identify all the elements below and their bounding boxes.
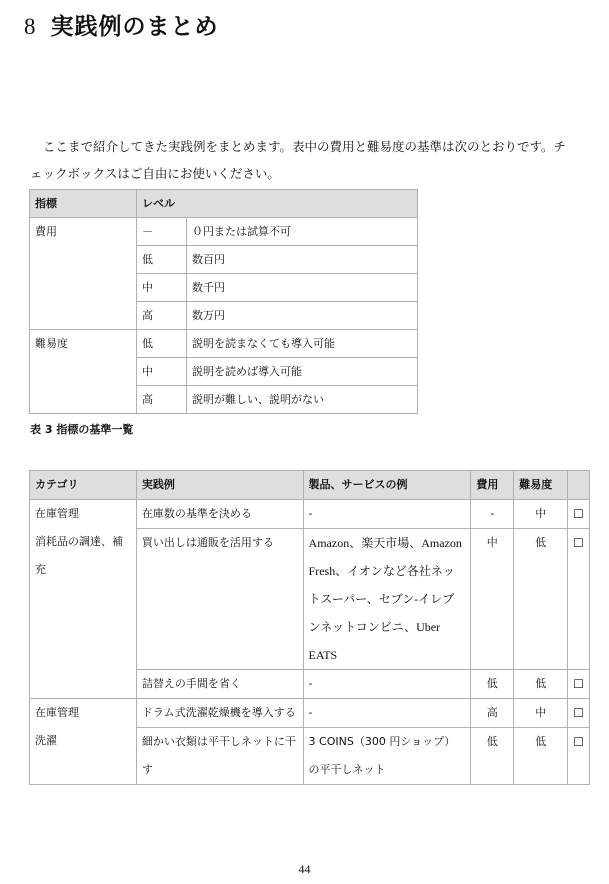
difficulty-cell: 低 [514, 670, 568, 699]
checkbox[interactable]: ☐ [568, 670, 590, 699]
intro-paragraph [30, 133, 575, 187]
criteria-desc: 数百円 [187, 246, 418, 274]
section-number: 8 [24, 14, 37, 39]
products-cell: - [303, 699, 471, 728]
cost-cell: 低 [471, 728, 514, 785]
criteria-level: － [137, 218, 187, 246]
criteria-desc: ０円または試算不可 [187, 218, 418, 246]
criteria-desc: 数万円 [187, 302, 418, 330]
products-cell: - [303, 670, 471, 699]
cost-cell: 低 [471, 670, 514, 699]
table-row [30, 330, 418, 358]
criteria-level: 低 [137, 330, 187, 358]
products-cell: - [303, 500, 471, 529]
products-cell: 3 COINS（300 円ショップ）の平干しネット [303, 728, 471, 785]
cost-cell: - [471, 500, 514, 529]
criteria-desc: 説明を読めば導入可能 [187, 358, 418, 386]
example-cell: 細かい衣類は平干しネットに干す [136, 728, 303, 785]
section-title: 実践例のまとめ [50, 14, 219, 40]
criteria-table [29, 189, 418, 414]
criteria-desc: 説明を読まなくても導入可能 [187, 330, 418, 358]
products-cell: Amazon、楽天市場、Amazon Fresh、イオンなど各社ネットスーパー、セブン-イレブンネットコンビニ、Uber EATS [303, 529, 471, 670]
checkbox[interactable]: ☐ [568, 728, 590, 785]
cost-cell: 中 [471, 529, 514, 670]
example-cell: 詰替えの手間を省く [136, 670, 303, 699]
criteria-header-indicator: 指標 [30, 190, 137, 218]
criteria-level: 低 [137, 246, 187, 274]
example-cell: 買い出しは通販を活用する [136, 529, 303, 670]
difficulty-cell: 中 [514, 699, 568, 728]
header-difficulty: 難易度 [514, 471, 568, 500]
header-cost: 費用 [471, 471, 514, 500]
criteria-header-row [30, 190, 418, 218]
table-caption: 表 3 指標の基準一覧 [30, 423, 134, 436]
header-example: 実践例 [136, 471, 303, 500]
checkbox[interactable]: ☐ [568, 500, 590, 529]
practice-header-row [30, 471, 590, 500]
table-row [30, 699, 590, 728]
criteria-level: 中 [137, 358, 187, 386]
difficulty-cell: 低 [514, 529, 568, 670]
criteria-desc: 数千円 [187, 274, 418, 302]
category-cell: 在庫管理 洗濯 [30, 699, 137, 785]
section-heading [24, 8, 219, 41]
checkbox[interactable]: ☐ [568, 699, 590, 728]
criteria-header-level: レベル [137, 190, 418, 218]
criteria-indicator: 費用 [30, 218, 137, 330]
cost-cell: 高 [471, 699, 514, 728]
category-cell: 在庫管理 消耗品の調達、補充 [30, 500, 137, 699]
criteria-indicator: 難易度 [30, 330, 137, 414]
criteria-level: 高 [137, 386, 187, 414]
page-number: 44 [298, 862, 311, 876]
intro-text: ここまで紹介してきた実践例をまとめます。表中の費用と難易度の基準は次のとおりです。チェックボックスはご自由にお使いください。 [30, 139, 567, 181]
criteria-level: 高 [137, 302, 187, 330]
table-row [30, 500, 590, 529]
example-cell: ドラム式洗濯乾燥機を導入する [136, 699, 303, 728]
example-cell: 在庫数の基準を決める [136, 500, 303, 529]
practice-table [29, 470, 590, 785]
criteria-level: 中 [137, 274, 187, 302]
table-row [30, 218, 418, 246]
header-category: カテゴリ [30, 471, 137, 500]
header-products: 製品、サービスの例 [303, 471, 471, 500]
difficulty-cell: 中 [514, 500, 568, 529]
criteria-desc: 説明が難しい、説明がない [187, 386, 418, 414]
checkbox[interactable]: ☐ [568, 529, 590, 670]
header-check [568, 471, 590, 500]
difficulty-cell: 低 [514, 728, 568, 785]
